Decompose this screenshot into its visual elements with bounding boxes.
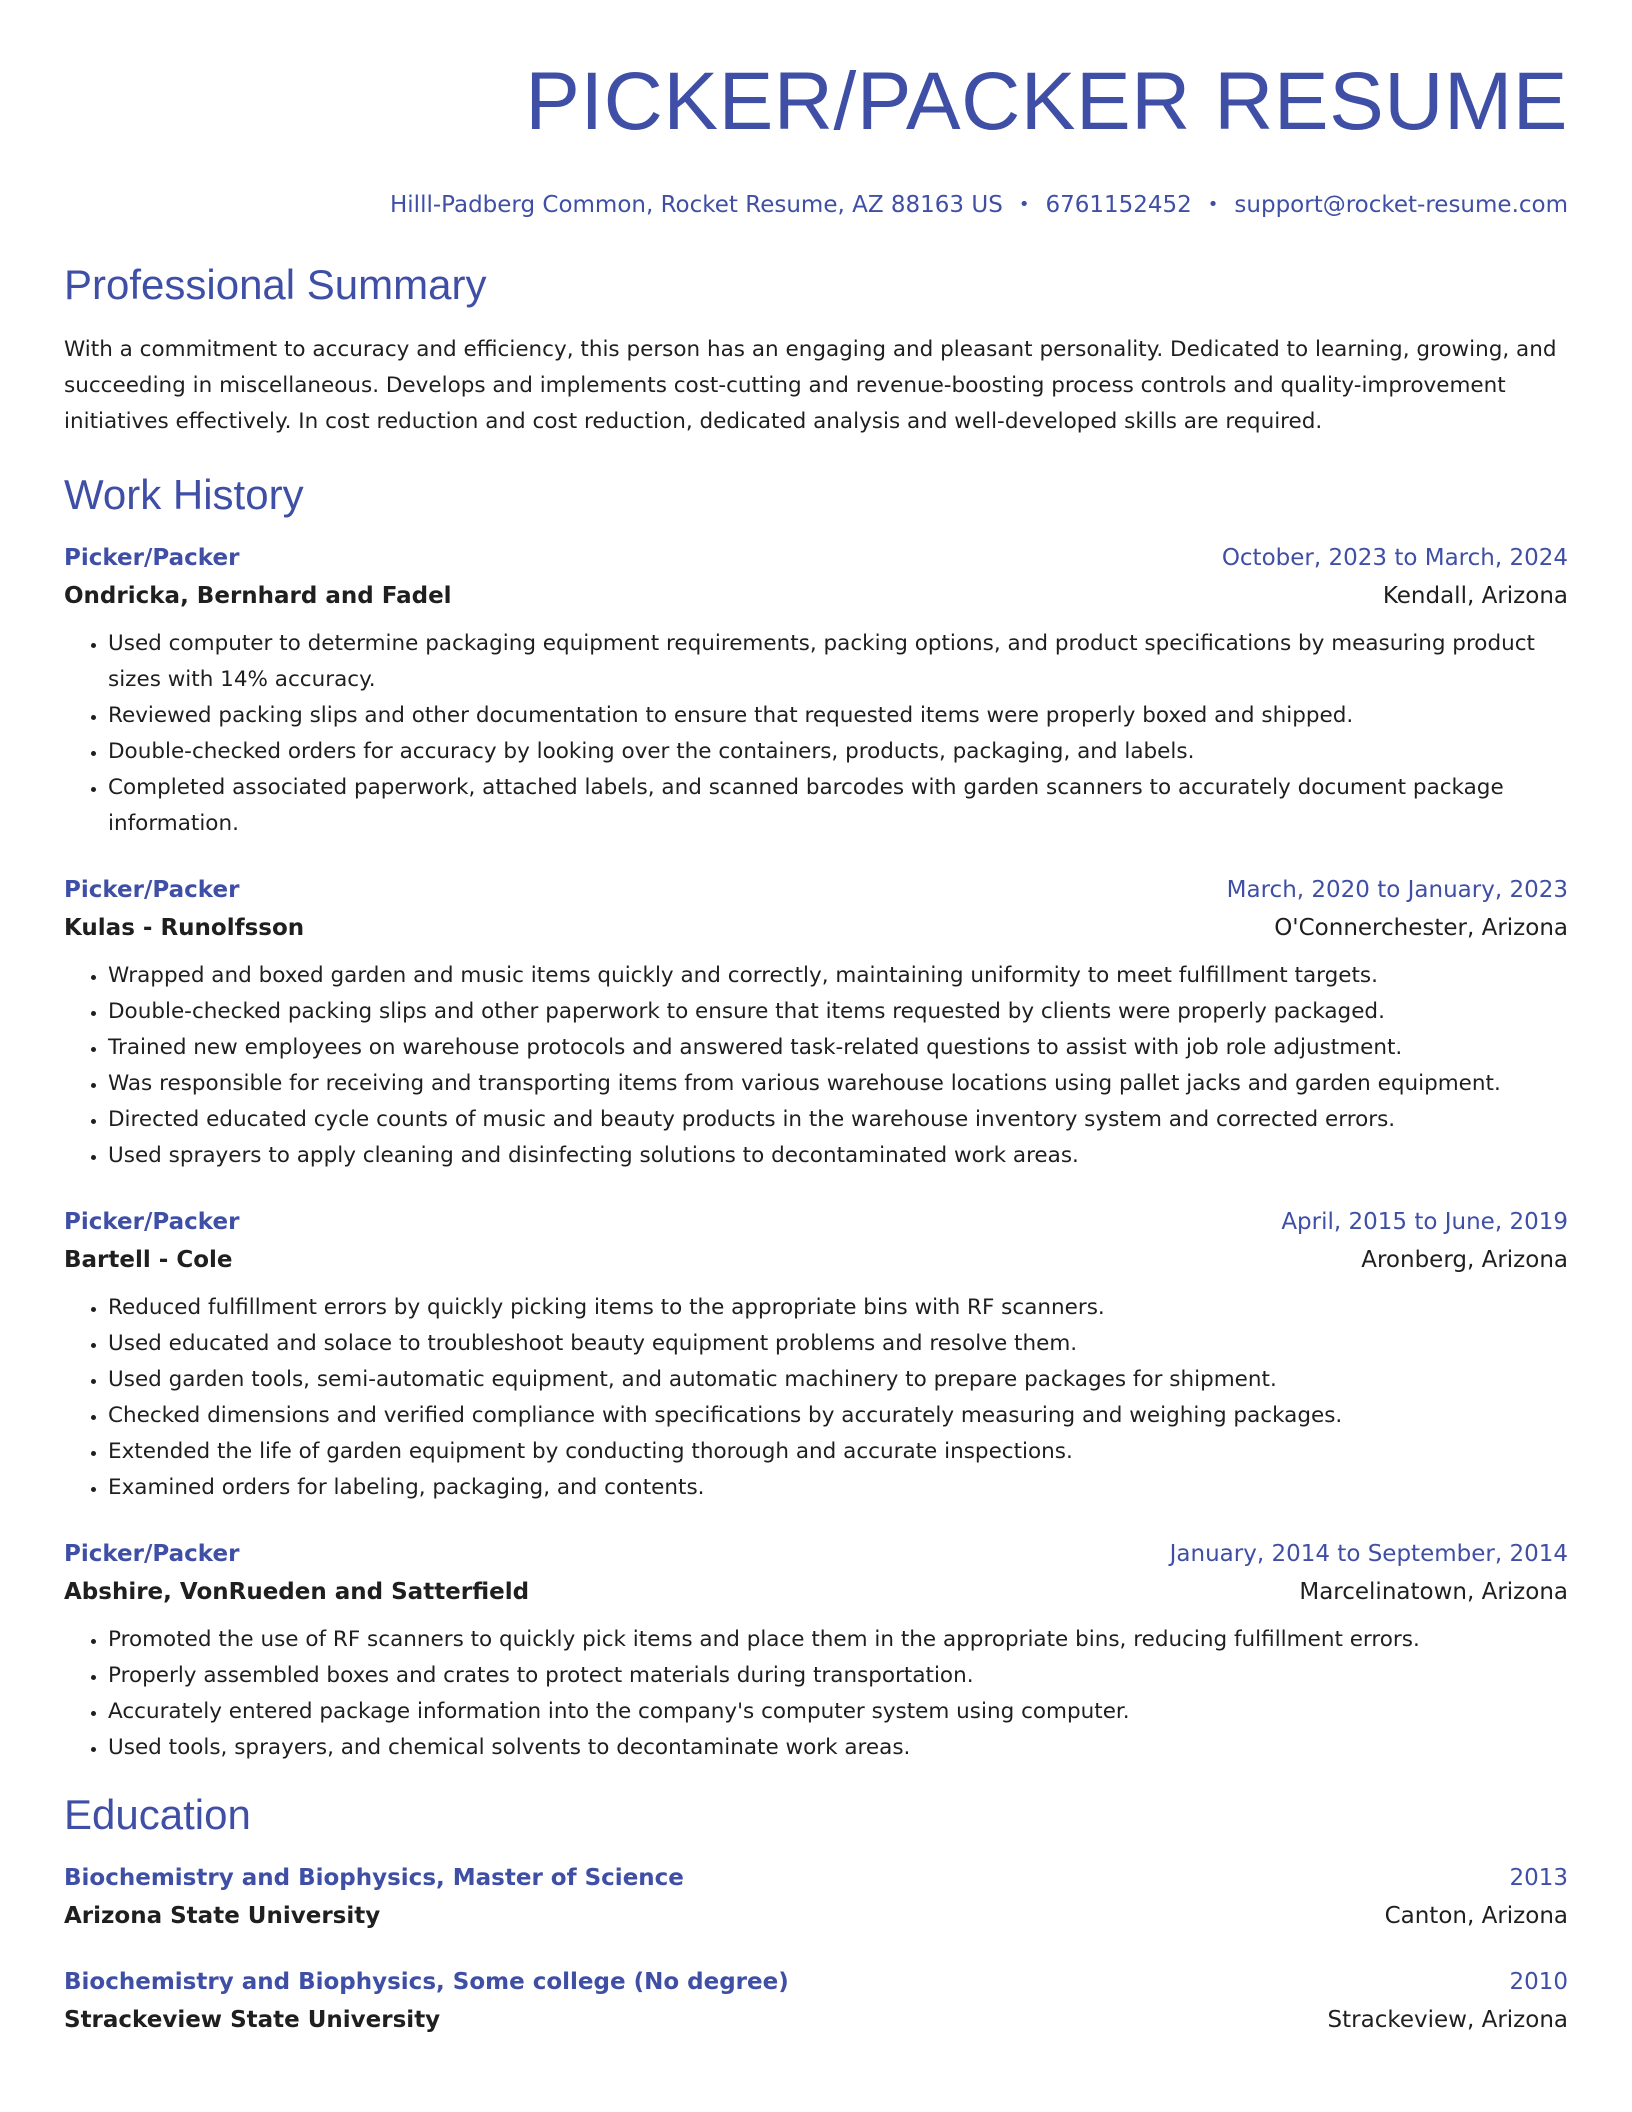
bullet-separator-1: • [1018, 194, 1030, 215]
list-item: • Double-checked orders for accuracy by looking over the containers, products, packaging, and labels. [108, 734, 1568, 770]
job-dates: April, 2015 to June, 2019 [1281, 1209, 1568, 1235]
list-item: • Examined orders for labeling, packaging, and contents. [108, 1470, 1568, 1506]
list-item: • Reduced fulfillment errors by quickly picking items to the appropriate bins with RF scanners. [108, 1290, 1568, 1326]
list-item: • Used garden tools, semi-automatic equipment, and automatic machinery to prepare packages for shipment. [108, 1362, 1568, 1398]
job-dates: October, 2023 to March, 2024 [1221, 545, 1568, 571]
job-entry-4 [64, 1536, 1568, 1766]
list-item: • Completed associated paperwork, attached labels, and scanned barcodes with garden scanners to accurately document package information. [108, 770, 1568, 842]
education-entry-1 [64, 1860, 1568, 1936]
list-item: • Accurately entered package information into the company's computer system using computer. [108, 1694, 1568, 1730]
job-location: Kendall, Arizona [1382, 583, 1568, 609]
job-bullets [64, 626, 1568, 842]
job-dates: March, 2020 to January, 2023 [1226, 877, 1568, 903]
list-item: • Was responsible for receiving and transporting items from various warehouse locations using pallet jacks and garden equipment. [108, 1066, 1568, 1102]
education-entry-2 [64, 1964, 1568, 2040]
job-location: Aronberg, Arizona [1361, 1247, 1568, 1273]
education-school: Strackeview State University [64, 2007, 441, 2033]
education-degree: Biochemistry and Biophysics, Some college (No degree) [64, 1969, 789, 1995]
list-item: • Used computer to determine packaging equipment requirements, packing options, and product specifications by measuring product sizes with 14% accuracy. [108, 626, 1568, 698]
job-title: Picker/Packer [64, 877, 240, 903]
education-year: 2013 [1509, 1865, 1568, 1891]
job-employer: Bartell - Cole [64, 1247, 233, 1273]
job-bullets [64, 1290, 1568, 1506]
bullet-separator-2: • [1207, 194, 1219, 215]
job-bullets [64, 1622, 1568, 1766]
contact-phone: 6761152452 [1045, 192, 1192, 218]
list-item: • Promoted the use of RF scanners to quickly pick items and place them in the appropriate bins, reducing fulfillment errors. [108, 1622, 1568, 1658]
list-item: • Reviewed packing slips and other documentation to ensure that requested items were properly boxed and shipped. [108, 698, 1568, 734]
education-degree: Biochemistry and Biophysics, Master of Science [64, 1865, 684, 1891]
contact-line [64, 190, 1568, 220]
list-item: • Double-checked packing slips and other paperwork to ensure that items requested by clients were properly packaged. [108, 994, 1568, 1030]
resume-title: PICKER/PACKER RESUME [525, 56, 1568, 147]
job-employer: Kulas - Runolfsson [64, 915, 305, 941]
job-entry-3 [64, 1204, 1568, 1506]
education-location: Canton, Arizona [1384, 1903, 1568, 1929]
job-bullets [64, 958, 1568, 1174]
job-employer: Abshire, VonRueden and Satterfield [64, 1579, 530, 1605]
work-history-heading: Work History [64, 471, 304, 518]
job-title: Picker/Packer [64, 1541, 240, 1567]
job-dates: January, 2014 to September, 2014 [1169, 1541, 1568, 1567]
summary-text: With a commitment to accuracy and efficiency, this person has an engaging and pleasant personality. Dedicated to learning, growing, and succeeding in miscellaneous. Develops and implements cost-cutting and revenue-boosting process controls and quality-improvement initiatives effectively. In cost reduction and cost reduction, dedicated analysis and well-developed skills are required. [64, 337, 1557, 434]
list-item: • Used sprayers to apply cleaning and disinfecting solutions to decontaminated work areas. [108, 1138, 1568, 1174]
list-item: • Directed educated cycle counts of music and beauty products in the warehouse inventory system and corrected errors. [108, 1102, 1568, 1138]
job-employer: Ondricka, Bernhard and Fadel [64, 583, 452, 609]
list-item: • Used tools, sprayers, and chemical solvents to decontaminate work areas. [108, 1730, 1568, 1766]
education-location: Strackeview, Arizona [1327, 2007, 1568, 2033]
education-year: 2010 [1509, 1969, 1568, 1995]
job-location: Marcelinatown, Arizona [1299, 1579, 1568, 1605]
list-item: • Trained new employees on warehouse protocols and answered task-related questions to assist with job role adjustment. [108, 1030, 1568, 1066]
list-item: • Wrapped and boxed garden and music items quickly and correctly, maintaining uniformity to meet fulfillment targets. [108, 958, 1568, 994]
job-location: O'Connerchester, Arizona [1274, 915, 1568, 941]
job-entry-2 [64, 872, 1568, 1174]
education-heading: Education [64, 1791, 251, 1838]
contact-email: support@rocket-resume.com [1234, 192, 1568, 218]
list-item: • Extended the life of garden equipment by conducting thorough and accurate inspections. [108, 1434, 1568, 1470]
job-title: Picker/Packer [64, 545, 240, 571]
education-school: Arizona State University [64, 1903, 381, 1929]
contact-address: Hilll-Padberg Common, Rocket Resume, AZ 88163 US [390, 192, 1003, 218]
job-title: Picker/Packer [64, 1209, 240, 1235]
list-item: • Used educated and solace to troubleshoot beauty equipment problems and resolve them. [108, 1326, 1568, 1362]
list-item: • Checked dimensions and verified compliance with specifications by accurately measuring and weighing packages. [108, 1398, 1568, 1434]
list-item: • Properly assembled boxes and crates to protect materials during transportation. [108, 1658, 1568, 1694]
summary-heading: Professional Summary [64, 261, 487, 308]
job-entry-1 [64, 540, 1568, 842]
